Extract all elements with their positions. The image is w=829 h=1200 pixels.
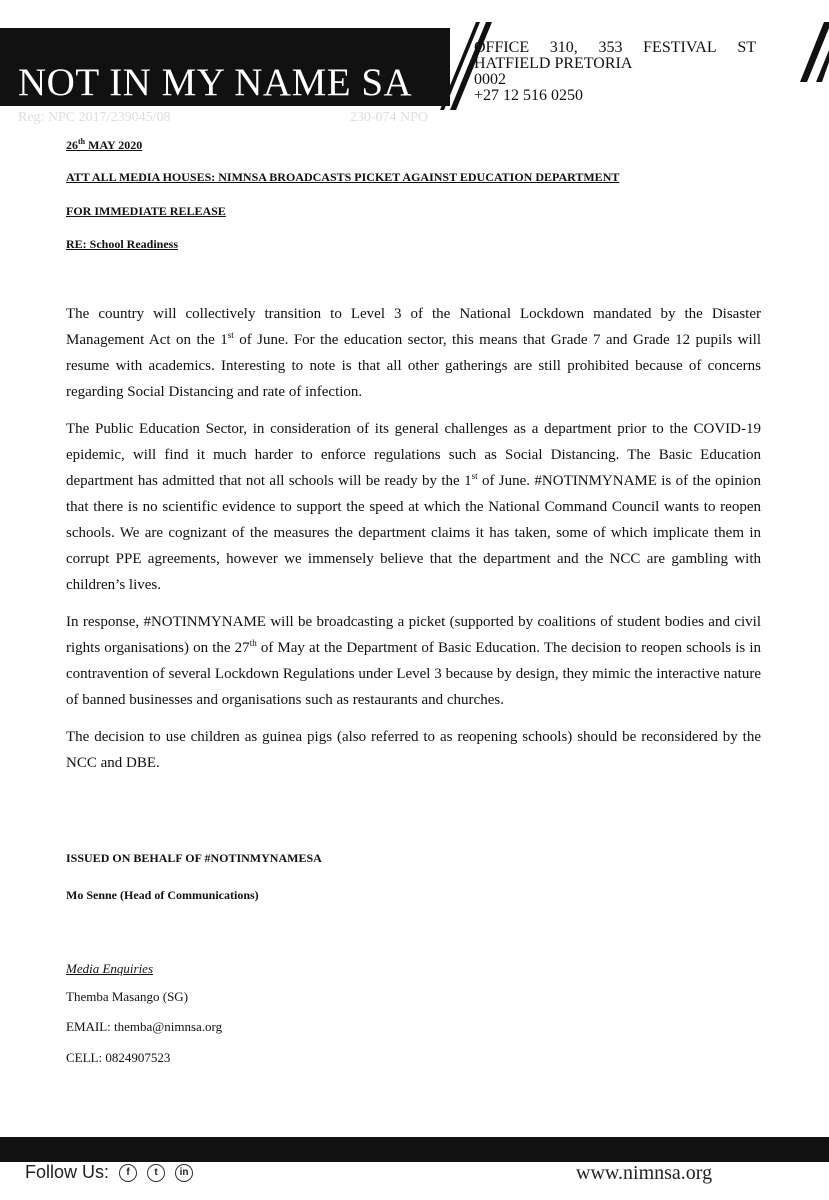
text: of June. #NOTINMYNAME is of the opinion that there is no scientific evidence to support the speed at which the National Command Council wants to reopen schools. We are cognizant of the measures the department claims it has taken, some of which implicate them in corrupt PPE agreements, however we immensely believe that the department and the NCC are gambling with children’s lives. (66, 473, 762, 593)
facebook-icon[interactable]: f (119, 1164, 137, 1182)
website-link[interactable]: www.nimnsa.org (576, 1162, 713, 1184)
text: of June. For the education sector, this means that Grade 7 and Grade 12 pupils will resume with academics. Interesting to note is that all other gatherings are still prohibited because of concerns regarding Social Distancing and rate of infection. (66, 332, 761, 400)
address-line-1 (474, 40, 756, 56)
date-suffix: th (78, 137, 86, 146)
reg-number: Reg: NPC 2017/239045/08 (18, 110, 171, 125)
paragraph-2 (66, 416, 761, 598)
address-word: 310, (549, 39, 578, 56)
spokesperson: Mo Senne (Head of Communications) (66, 888, 259, 902)
subject-line: RE: School Readiness (66, 237, 179, 251)
org-name: NOT IN MY NAME SA (18, 61, 413, 104)
attention-line: ATT ALL MEDIA HOUSES: NIMNSA BROADCASTS PICKET AGAINST EDUCATION DEPARTMENT (66, 170, 620, 184)
ordinal-suffix: th (249, 638, 257, 648)
issued-on-behalf: ISSUED ON BEHALF OF #NOTINMYNAMESA (66, 851, 322, 865)
date-day: 26 (66, 138, 78, 152)
media-enquiries-heading: Media Enquiries (66, 961, 154, 976)
press-release-body (66, 301, 761, 787)
office-phone: +27 12 516 0250 (474, 87, 584, 104)
paragraph-3 (66, 609, 761, 713)
address-word: OFFICE (474, 39, 530, 56)
letterhead-banner (0, 28, 450, 125)
follow-us-label: Follow Us: (25, 1162, 110, 1182)
address-line-2: HATFIELD PRETORIA (474, 55, 633, 72)
text: The Public Education Sector, in consideration of its general challenges as a department prior to the COVID-19 epidemic, will find it much harder to enforce regulations such as Social Distancing. The Basic Education department has admitted that not all schools will be ready by the 1 (66, 421, 761, 489)
date-rest: MAY 2020 (85, 138, 143, 152)
ordinal-suffix: st (471, 471, 478, 481)
footer-follow-us (25, 1162, 193, 1183)
paragraph-1 (66, 301, 761, 405)
address-word: 353 (598, 39, 623, 56)
linkedin-icon[interactable]: in (175, 1164, 193, 1182)
text: The country will collectively transition to Level 3 of the National Lockdown mandated by the Disaster Management Act on the 1 (66, 306, 761, 348)
corner-stripes-decoration (780, 22, 829, 82)
twitter-icon[interactable]: t (147, 1164, 165, 1182)
address-word: ST (737, 39, 756, 56)
office-address (474, 40, 756, 104)
contact-name: Themba Masango (SG) (66, 989, 189, 1004)
contact-email: EMAIL: themba@nimnsa.org (66, 1019, 223, 1034)
registration-line (18, 110, 428, 126)
address-line-3: 0002 (474, 71, 506, 88)
address-word: FESTIVAL (643, 39, 717, 56)
contact-cell: CELL: 0824907523 (66, 1050, 171, 1065)
text: In response, #NOTINMYNAME will be broadcasting a picket (supported by coalitions of student bodies and civil rights organisations) on the 27 (66, 614, 761, 656)
text: of May at the Department of Basic Education. The decision to reopen schools is in contravention of several Lockdown Regulations under Level 3 because by design, they mimic the interactive nature of banned businesses and organisations such as restaurants and churches. (66, 640, 761, 708)
press-date (66, 137, 142, 153)
ordinal-suffix: st (227, 330, 234, 340)
footer-bar (0, 1137, 829, 1162)
paragraph-4: The decision to use children as guinea pigs (also referred to as reopening schools) should be reconsidered by the NCC and DBE. (66, 729, 761, 771)
npo-number: 230-074 NPO (349, 110, 428, 125)
release-line: FOR IMMEDIATE RELEASE (66, 204, 226, 218)
